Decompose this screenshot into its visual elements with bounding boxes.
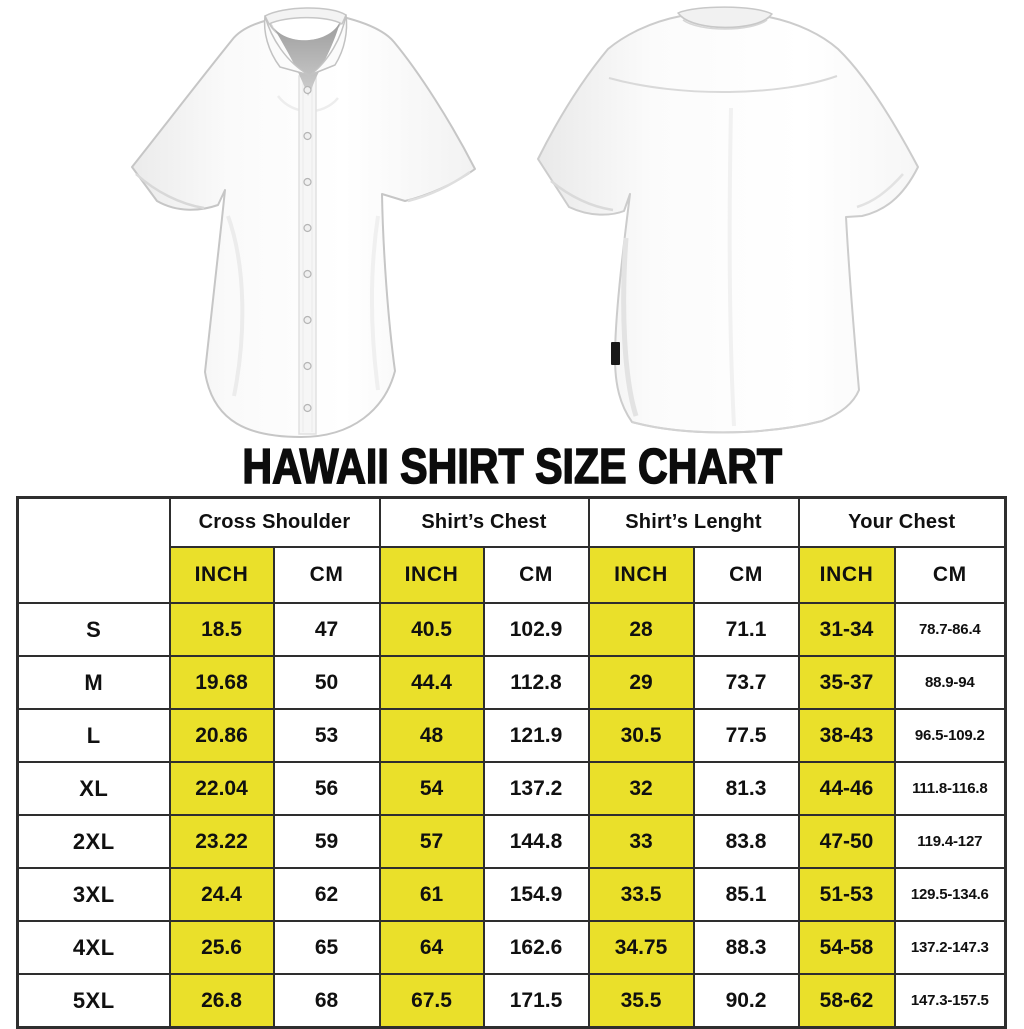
value-cell: 47 — [274, 603, 380, 656]
value-cell: 47-50 — [799, 815, 895, 868]
size-label: 2XL — [18, 815, 170, 868]
value-cell: 34.75 — [589, 921, 694, 974]
page-title-text: HAWAII SHIRT SIZE CHART — [242, 440, 782, 494]
size-row-xl — [18, 762, 1006, 815]
value-cell: 88.3 — [694, 921, 799, 974]
value-cell: 44.4 — [380, 656, 484, 709]
size-chart-table — [16, 496, 1007, 1029]
value-cell: 26.8 — [170, 974, 274, 1028]
size-label: S — [18, 603, 170, 656]
page-title — [0, 441, 1024, 493]
size-label: XL — [18, 762, 170, 815]
shirt-hem-tag — [611, 342, 620, 365]
value-cell: 28 — [589, 603, 694, 656]
value-cell: 121.9 — [484, 709, 589, 762]
value-cell: 58-62 — [799, 974, 895, 1028]
unit-header-inch: INCH — [380, 547, 484, 603]
value-cell: 78.7-86.4 — [895, 603, 1006, 656]
unit-header-cm: CM — [274, 547, 380, 603]
value-cell: 25.6 — [170, 921, 274, 974]
size-row-5xl — [18, 974, 1006, 1028]
size-label: 4XL — [18, 921, 170, 974]
value-cell: 64 — [380, 921, 484, 974]
value-cell: 77.5 — [694, 709, 799, 762]
value-cell: 19.68 — [170, 656, 274, 709]
value-cell: 29 — [589, 656, 694, 709]
value-cell: 162.6 — [484, 921, 589, 974]
value-cell: 56 — [274, 762, 380, 815]
size-label: 3XL — [18, 868, 170, 921]
value-cell: 31-34 — [799, 603, 895, 656]
size-row-4xl — [18, 921, 1006, 974]
shirt-front-image — [128, 4, 478, 444]
column-group-label: Shirt’s Chest — [380, 498, 589, 548]
value-cell: 88.9-94 — [895, 656, 1006, 709]
unit-header-cm: CM — [895, 547, 1006, 603]
value-cell: 35.5 — [589, 974, 694, 1028]
value-cell: 38-43 — [799, 709, 895, 762]
size-label: 5XL — [18, 974, 170, 1028]
value-cell: 57 — [380, 815, 484, 868]
value-cell: 23.22 — [170, 815, 274, 868]
size-label: L — [18, 709, 170, 762]
size-row-s — [18, 603, 1006, 656]
value-cell: 71.1 — [694, 603, 799, 656]
column-group-label: Shirt’s Lenght — [589, 498, 799, 548]
size-label: M — [18, 656, 170, 709]
value-cell: 112.8 — [484, 656, 589, 709]
value-cell: 67.5 — [380, 974, 484, 1028]
size-row-3xl — [18, 868, 1006, 921]
value-cell: 54 — [380, 762, 484, 815]
value-cell: 73.7 — [694, 656, 799, 709]
value-cell: 111.8-116.8 — [895, 762, 1006, 815]
value-cell: 50 — [274, 656, 380, 709]
size-row-m — [18, 656, 1006, 709]
value-cell: 61 — [380, 868, 484, 921]
value-cell: 51-53 — [799, 868, 895, 921]
value-cell: 96.5-109.2 — [895, 709, 1006, 762]
unit-header-cm: CM — [484, 547, 589, 603]
value-cell: 65 — [274, 921, 380, 974]
value-cell: 85.1 — [694, 868, 799, 921]
value-cell: 33.5 — [589, 868, 694, 921]
value-cell: 22.04 — [170, 762, 274, 815]
value-cell: 33 — [589, 815, 694, 868]
value-cell: 102.9 — [484, 603, 589, 656]
value-cell: 137.2-147.3 — [895, 921, 1006, 974]
value-cell: 48 — [380, 709, 484, 762]
value-cell: 68 — [274, 974, 380, 1028]
value-cell: 154.9 — [484, 868, 589, 921]
value-cell: 53 — [274, 709, 380, 762]
value-cell: 83.8 — [694, 815, 799, 868]
value-cell: 32 — [589, 762, 694, 815]
value-cell: 35-37 — [799, 656, 895, 709]
value-cell: 171.5 — [484, 974, 589, 1028]
value-cell: 144.8 — [484, 815, 589, 868]
value-cell: 18.5 — [170, 603, 274, 656]
size-row-2xl — [18, 815, 1006, 868]
value-cell: 81.3 — [694, 762, 799, 815]
value-cell: 137.2 — [484, 762, 589, 815]
header-group-row — [18, 498, 1006, 548]
value-cell: 90.2 — [694, 974, 799, 1028]
value-cell: 59 — [274, 815, 380, 868]
value-cell: 24.4 — [170, 868, 274, 921]
size-row-l — [18, 709, 1006, 762]
corner-cell — [18, 498, 170, 604]
unit-header-inch: INCH — [589, 547, 694, 603]
column-group-label: Cross Shoulder — [170, 498, 380, 548]
value-cell: 54-58 — [799, 921, 895, 974]
shirt-back-image — [531, 6, 926, 441]
unit-header-inch: INCH — [799, 547, 895, 603]
value-cell: 147.3-157.5 — [895, 974, 1006, 1028]
value-cell: 44-46 — [799, 762, 895, 815]
value-cell: 119.4-127 — [895, 815, 1006, 868]
value-cell: 62 — [274, 868, 380, 921]
column-group-label: Your Chest — [799, 498, 1006, 548]
value-cell: 30.5 — [589, 709, 694, 762]
value-cell: 20.86 — [170, 709, 274, 762]
value-cell: 129.5-134.6 — [895, 868, 1006, 921]
unit-header-inch: INCH — [170, 547, 274, 603]
value-cell: 40.5 — [380, 603, 484, 656]
unit-header-cm: CM — [694, 547, 799, 603]
